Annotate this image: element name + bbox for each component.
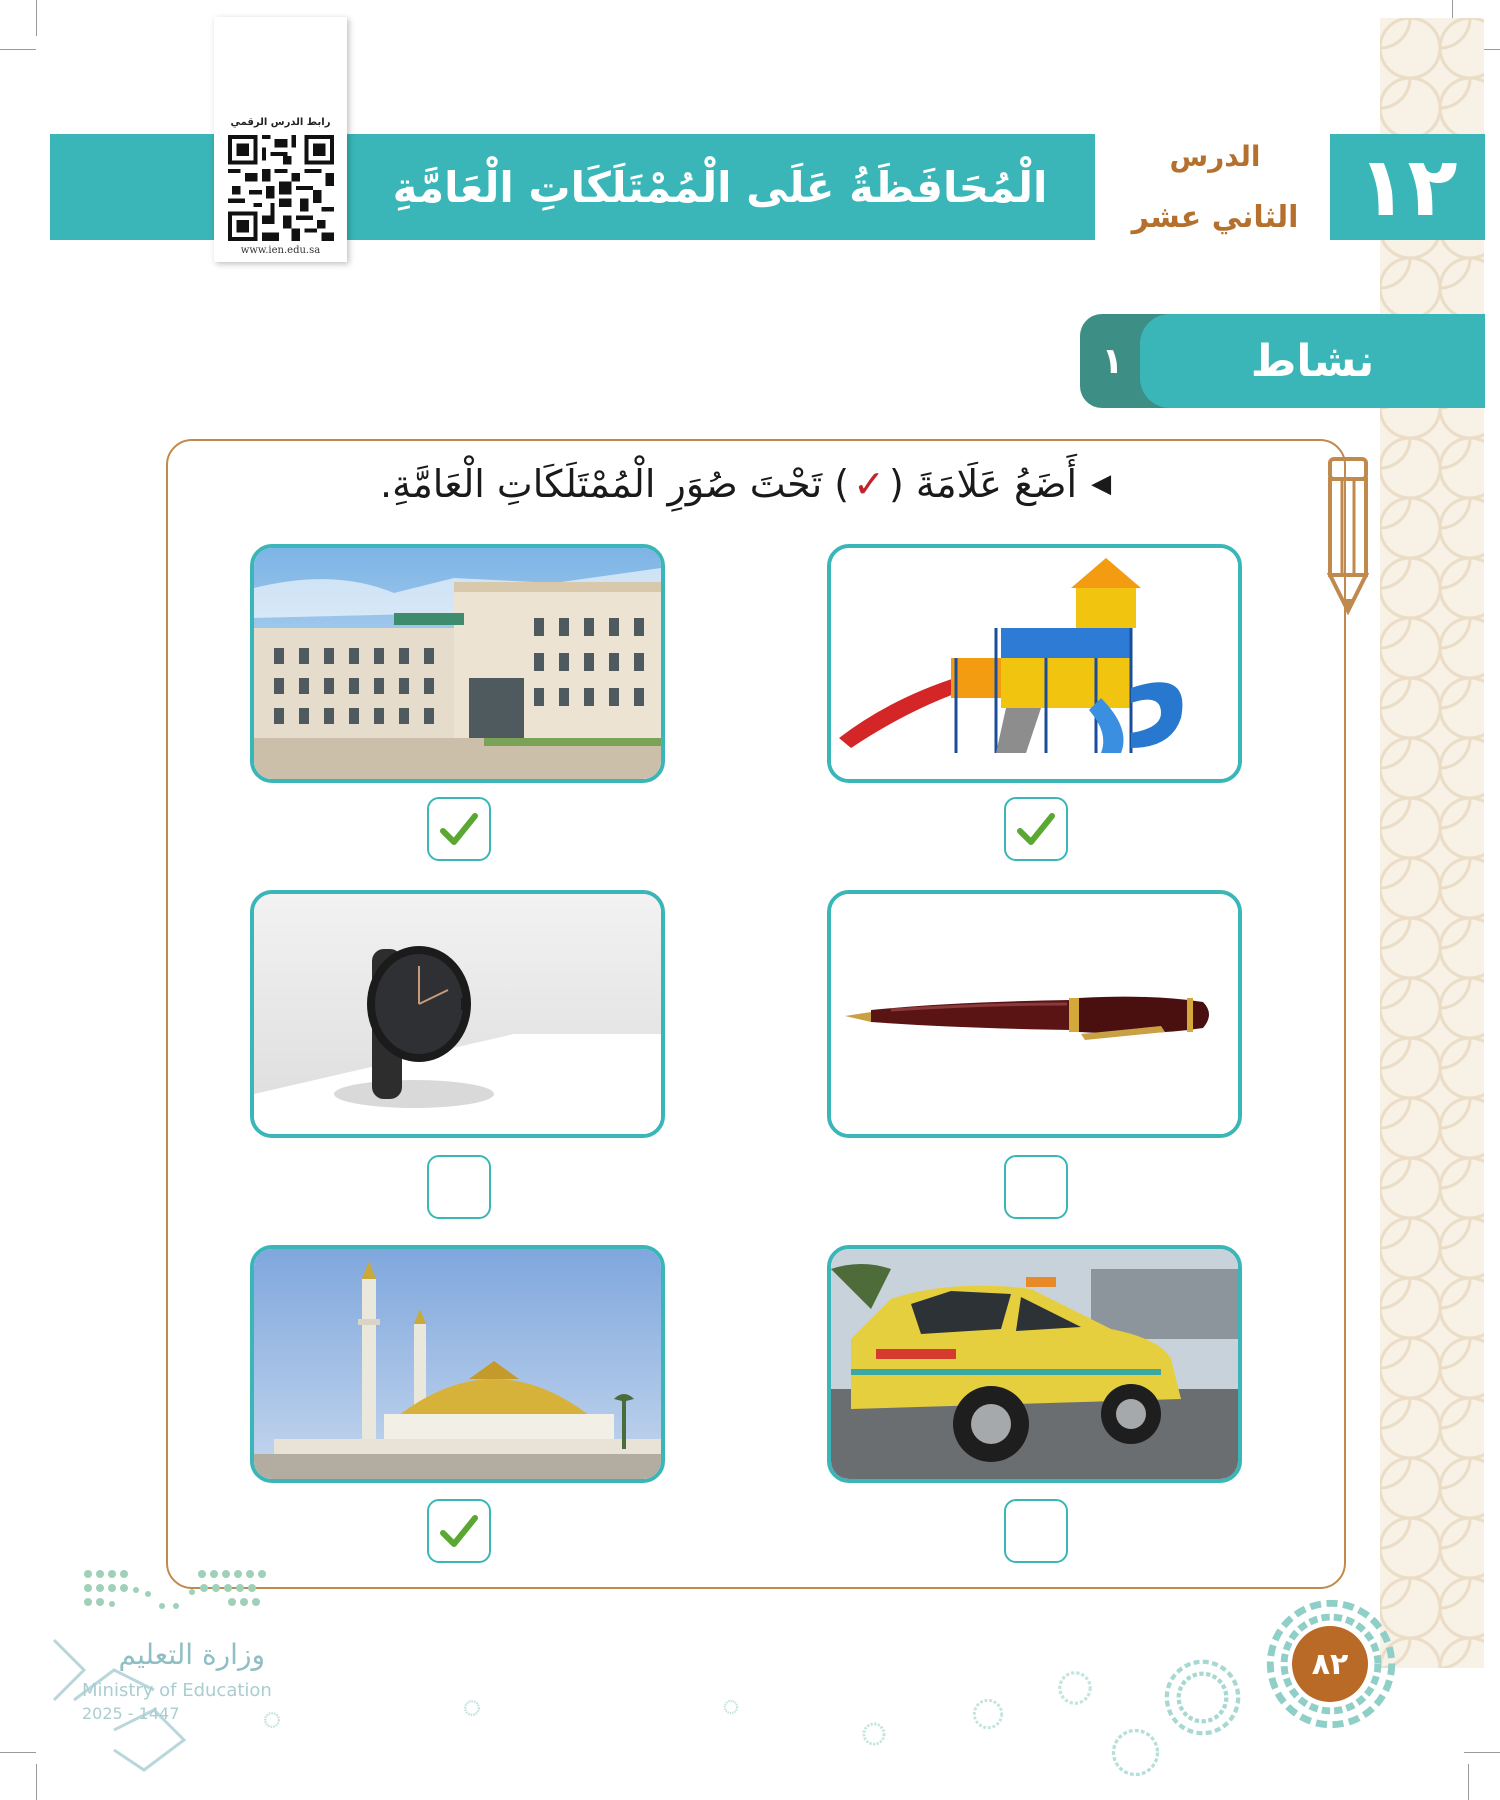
bullet-arrow-icon: ◀ bbox=[1091, 469, 1112, 499]
qr-url[interactable]: www.ien.edu.sa bbox=[240, 245, 321, 256]
rosette-icon bbox=[860, 1720, 888, 1748]
check-mark-icon bbox=[437, 807, 481, 851]
wristwatch-checkbox[interactable] bbox=[427, 1155, 491, 1219]
instruction bbox=[380, 462, 1250, 506]
qr-code-icon[interactable] bbox=[228, 135, 334, 241]
activity-number: ١ bbox=[1101, 340, 1124, 382]
crop-mark bbox=[1464, 1752, 1500, 1753]
ministry-year: 2025 - 1447 bbox=[82, 1704, 180, 1723]
ministry-dots-logo-icon bbox=[82, 1566, 267, 1626]
playground-picture-card bbox=[827, 544, 1242, 783]
lesson-word: الدرس bbox=[1169, 140, 1261, 173]
taxi-picture-card bbox=[827, 1245, 1242, 1483]
pen-illustration bbox=[831, 894, 1238, 1134]
title-container bbox=[345, 134, 1095, 240]
inline-check-icon: ✓ bbox=[853, 462, 885, 506]
crop-mark bbox=[0, 49, 36, 50]
taxi-illustration bbox=[831, 1249, 1238, 1479]
lesson-number: ١٢ bbox=[1357, 139, 1458, 235]
taxi-checkbox[interactable] bbox=[1004, 1499, 1068, 1563]
activity-label: نشاط bbox=[1250, 335, 1375, 387]
lesson-ordinal: الثاني عشر bbox=[1131, 200, 1299, 235]
lesson-number-box bbox=[1330, 134, 1485, 240]
rosette-icon bbox=[722, 1698, 740, 1716]
mosque-illustration bbox=[254, 1249, 661, 1479]
page-number: ٨٢ bbox=[1292, 1626, 1368, 1702]
ministry-name-english: Ministry of Education bbox=[82, 1680, 272, 1701]
qr-card[interactable] bbox=[214, 17, 347, 262]
pen-picture-card bbox=[827, 890, 1242, 1138]
instruction-text-start: أَضَعُ عَلَامَةَ ( bbox=[888, 462, 1078, 506]
playground-illustration bbox=[831, 548, 1238, 779]
activity-tab bbox=[1140, 314, 1485, 408]
check-mark-icon bbox=[1014, 807, 1058, 851]
lesson-title: الْمُحَافَظَةُ عَلَى الْمُمْتَلَكَاتِ الْعَامَّةِ bbox=[392, 162, 1048, 212]
instruction-text-end: ) تَحْتَ صُوَرِ الْمُمْتَلَكَاتِ الْعَامَّةِ. bbox=[380, 462, 850, 506]
mosque-picture-card bbox=[250, 1245, 665, 1483]
school-building-picture-card bbox=[250, 544, 665, 783]
rosette-icon bbox=[1055, 1668, 1095, 1708]
crop-mark bbox=[36, 1764, 37, 1800]
crop-mark bbox=[0, 1752, 36, 1753]
decorative-ornament-strip bbox=[1380, 18, 1484, 1668]
crop-mark bbox=[36, 0, 37, 36]
playground-checkbox[interactable] bbox=[1004, 797, 1068, 861]
crop-mark bbox=[1468, 1764, 1469, 1800]
rosette-icon bbox=[970, 1696, 1006, 1732]
pencil-icon bbox=[1326, 455, 1370, 615]
rosette-icon bbox=[1160, 1655, 1245, 1740]
check-mark-icon bbox=[437, 1509, 481, 1553]
ministry-name-arabic: وزارة التعليم bbox=[118, 1638, 265, 1671]
rosette-icon bbox=[462, 1698, 482, 1718]
rosette-icon bbox=[1108, 1725, 1163, 1780]
school-building-checkbox[interactable] bbox=[427, 797, 491, 861]
mosque-checkbox[interactable] bbox=[427, 1499, 491, 1563]
wristwatch-illustration bbox=[254, 894, 661, 1134]
rosette-icon bbox=[262, 1710, 282, 1730]
wristwatch-picture-card bbox=[250, 890, 665, 1138]
qr-caption: رابط الدرس الرقمي bbox=[230, 117, 331, 128]
pen-checkbox[interactable] bbox=[1004, 1155, 1068, 1219]
school-building-illustration bbox=[254, 548, 661, 779]
